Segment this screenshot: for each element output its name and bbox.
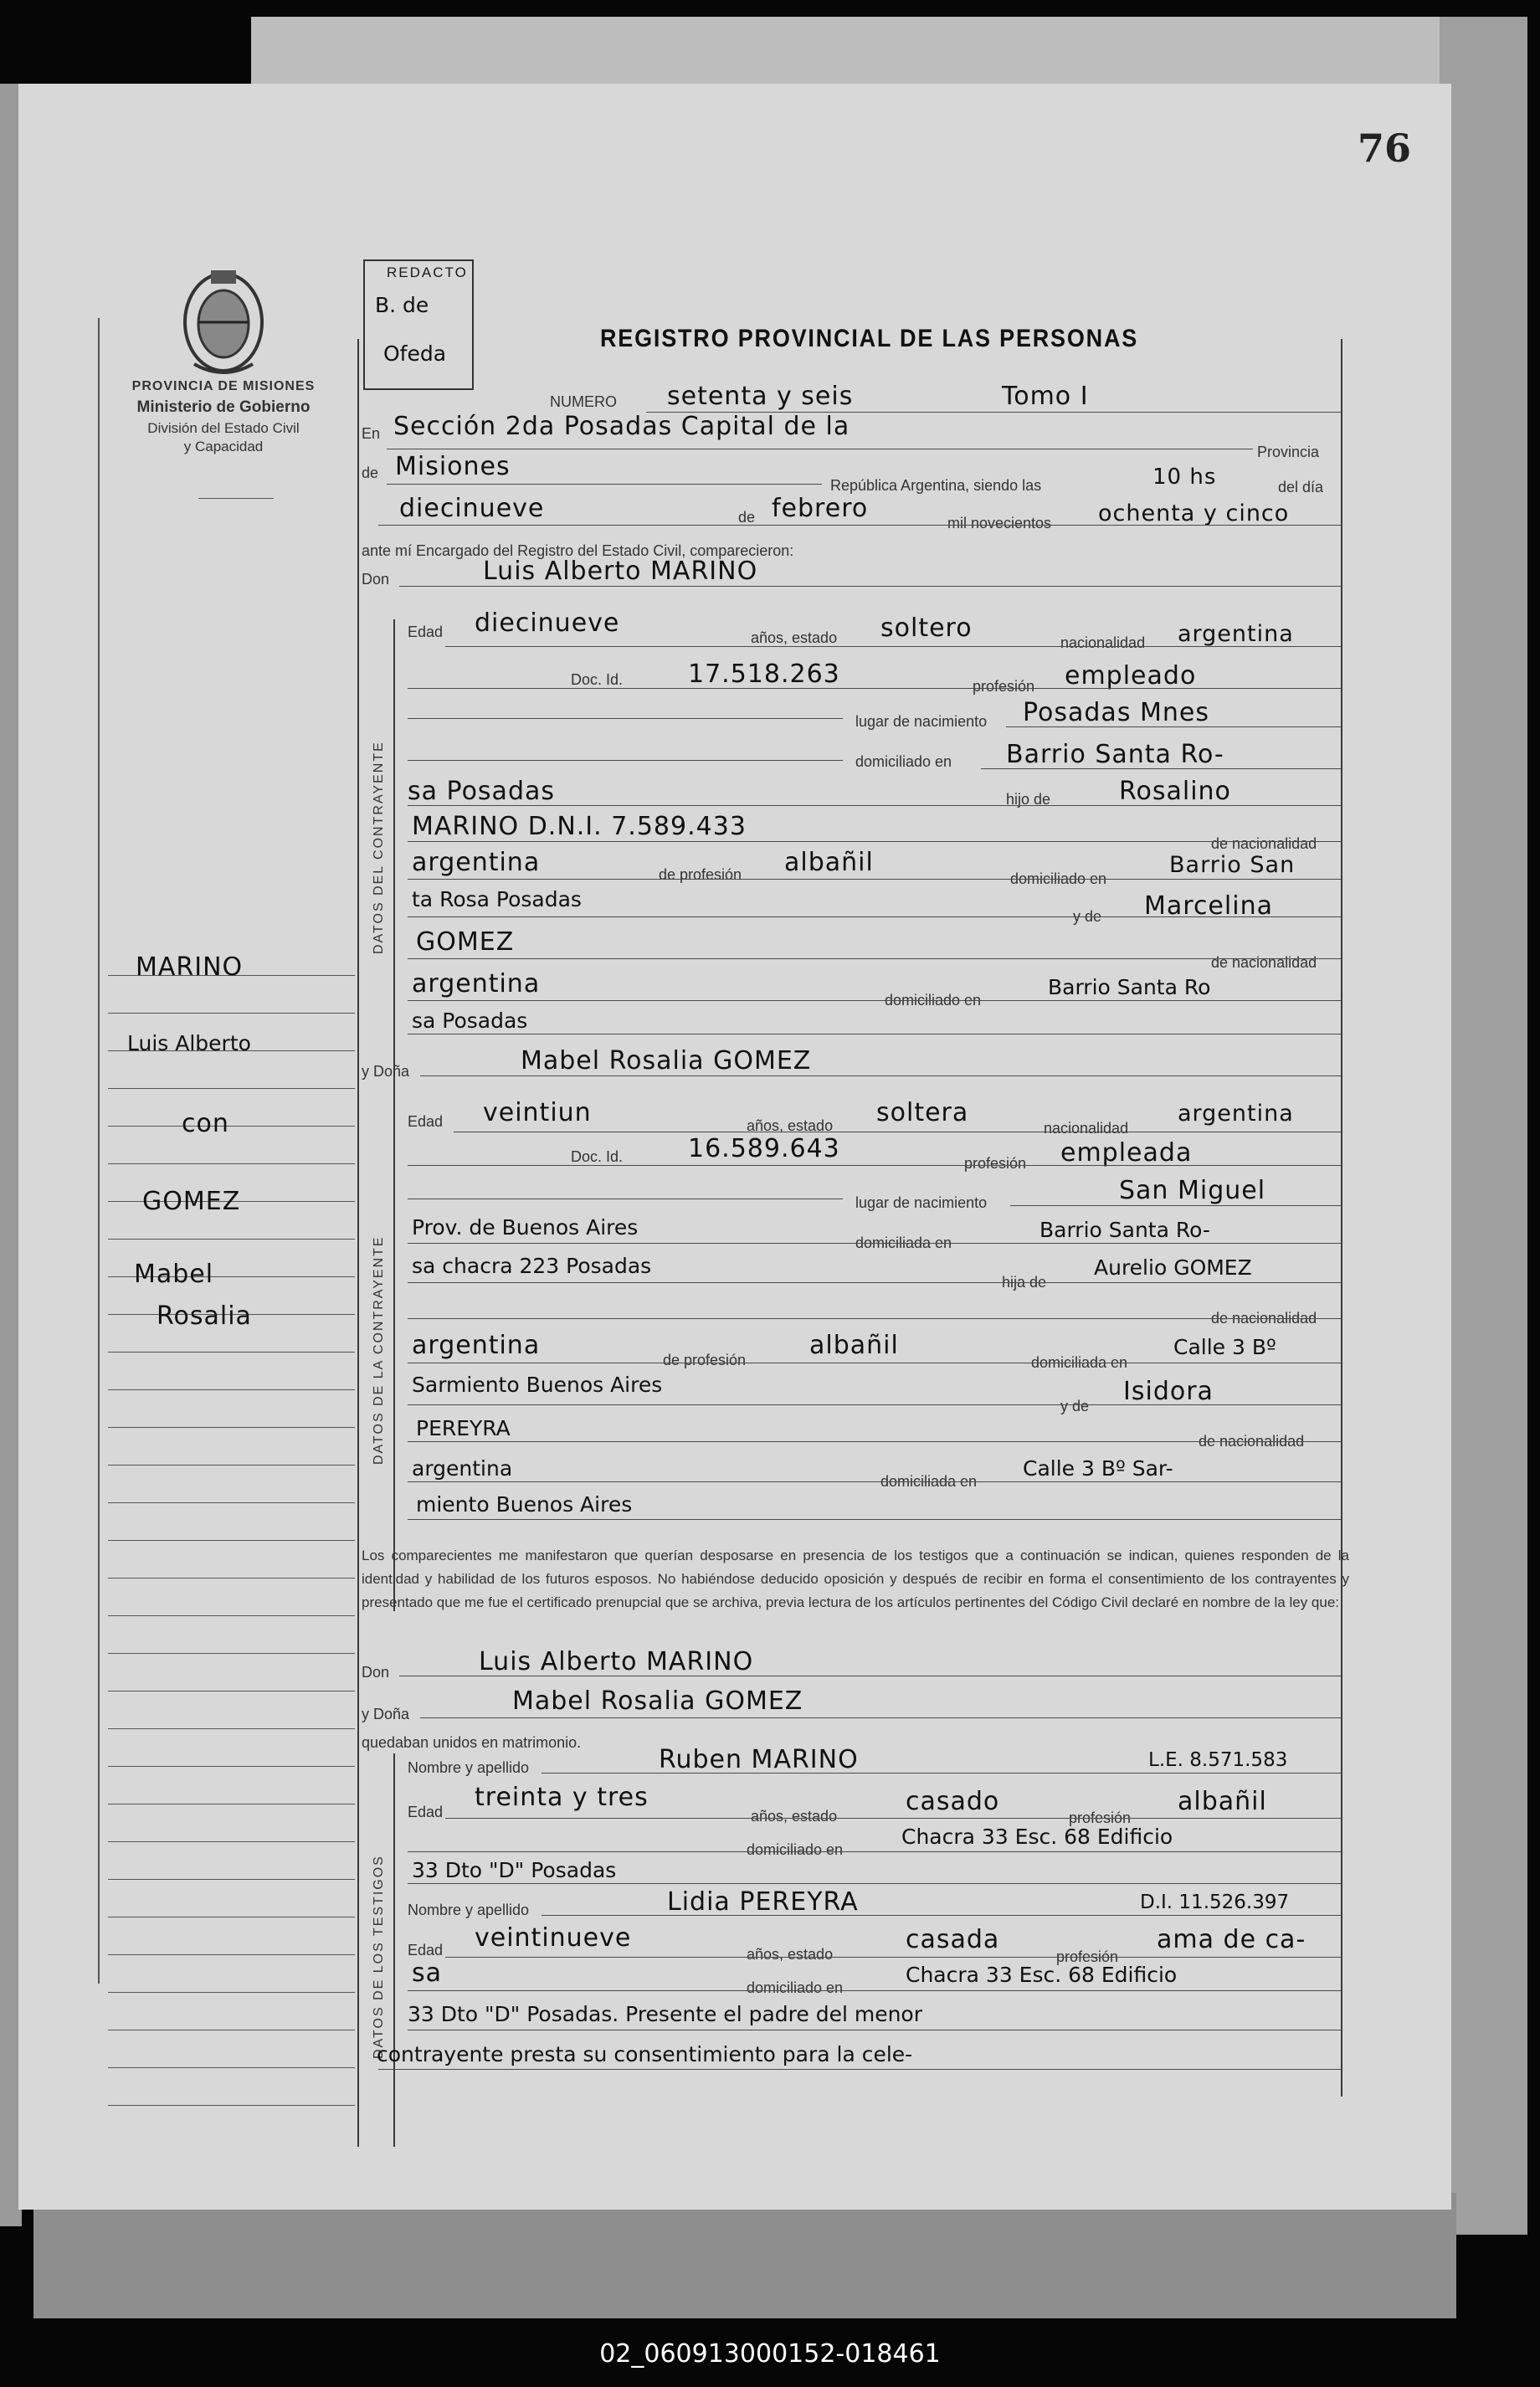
padre-name-1: Rosalino <box>1119 777 1231 806</box>
document-title: REGISTRO PROVINCIAL DE LAS PERSONAS <box>600 325 1139 352</box>
testigo2-profesion: ama de ca- <box>1157 1925 1306 1954</box>
domicilio-value-1: Barrio Santa Ro- <box>1006 740 1224 769</box>
testigo2-profesion-2: sa <box>412 1958 443 1988</box>
edad-label-t2: Edad <box>408 1942 444 1958</box>
dia-value: diecinueve <box>399 494 545 523</box>
estado-value-2: soltera <box>876 1098 969 1127</box>
edad-label-t1: Edad <box>408 1804 444 1820</box>
anos-label-t1: años, estado <box>751 1808 838 1825</box>
hijo-label: hijo de <box>1006 791 1051 808</box>
book-bottom <box>33 2193 1456 2318</box>
de-label-2: de <box>738 509 756 526</box>
mil-text: mil novecientos <box>947 515 1052 531</box>
division-label-1: División del Estado Civil <box>147 420 300 436</box>
profesion-label-t1: profesión <box>1069 1810 1132 1826</box>
domiciliado-label-t1: domiciliado en <box>747 1841 844 1858</box>
anos-label-2: años, estado <box>747 1117 834 1134</box>
dona-value: Mabel Rosalia GOMEZ <box>521 1046 812 1075</box>
republica-text: República Argentina, siendo las <box>830 477 1042 494</box>
doc-value: 17.518.263 <box>688 660 840 689</box>
declared-dona-label: y Doña <box>362 1706 410 1722</box>
de-nacionalidad-label-2: de nacionalidad <box>1211 954 1317 971</box>
de-nacionalidad-label: de nacionalidad <box>1211 835 1317 852</box>
domicilio-value-2a: Barrio Santa Ro- <box>1040 1218 1210 1242</box>
page-number: 76 <box>1358 126 1412 171</box>
tomo-value: Tomo I <box>1002 382 1089 411</box>
numero-label: NUMERO <box>550 393 617 410</box>
declared-don-value: Luis Alberto MARINO <box>479 1647 754 1676</box>
padre-domicilio-2: ta Rosa Posadas <box>412 887 582 911</box>
madre-nacionalidad-2: argentina <box>412 1456 513 1481</box>
image-caption: 02_060913000152-018461 <box>599 2339 941 2369</box>
madre-name-1: Marcelina <box>1144 891 1273 921</box>
background-page-right <box>1440 17 1527 2235</box>
testigo1-nombre: Ruben MARINO <box>659 1745 859 1774</box>
mes-value: febrero <box>772 494 869 523</box>
doc-label-2: Doc. Id. <box>571 1148 624 1165</box>
padre-profesion: albañil <box>784 848 874 877</box>
edad-label: Edad <box>408 624 444 640</box>
quedaban-text: quedaban unidos en matrimonio. <box>362 1734 582 1751</box>
nacionalidad-label-2: nacionalidad <box>1044 1120 1129 1137</box>
ministry-label: Ministerio de Gobierno <box>136 398 311 416</box>
de-nacionalidad-label-3: de nacionalidad <box>1211 1310 1317 1327</box>
testigo2-estado: casada <box>906 1925 1000 1954</box>
madre-name-2a: Isidora <box>1123 1377 1214 1406</box>
profesion-value-2: empleada <box>1060 1138 1193 1168</box>
testigo2-domicilio-3: contrayente presta su consentimiento para la cele- <box>377 2042 913 2066</box>
en-label: En <box>362 425 381 442</box>
edad-value-2: veintiun <box>483 1098 592 1127</box>
section-label-testigos: DATOS DE LOS TESTIGOS <box>372 1855 386 2059</box>
margin-note-con: con <box>182 1109 229 1138</box>
padre-name-2a: Aurelio GOMEZ <box>1094 1255 1252 1280</box>
testigo2-doc: D.I. 11.526.397 <box>1140 1892 1290 1913</box>
testigo2-domicilio-1: Chacra 33 Esc. 68 Edificio <box>906 1963 1178 1987</box>
madre-domicilio-1: Barrio Santa Ro <box>1048 975 1211 999</box>
de-profesion-label: de profesión <box>659 866 742 883</box>
section-label-contrayente-2: DATOS DE LA CONTRAYENTE <box>372 1235 386 1465</box>
seccion-value: Sección 2da Posadas Capital de la <box>393 412 850 441</box>
domicilio-value-2: sa Posadas <box>408 777 555 806</box>
madre-domicilio-2b: miento Buenos Aires <box>416 1492 633 1517</box>
padre-nacionalidad-2: argentina <box>412 1331 541 1360</box>
lugar-value-2a: San Miguel <box>1119 1176 1266 1205</box>
lugar-value-2b: Prov. de Buenos Aires <box>412 1215 639 1240</box>
domicilio-label: domiciliado en <box>855 753 952 770</box>
testigo1-domicilio-2: 33 Dto "D" Posadas <box>412 1858 617 1882</box>
numero-value: setenta y seis <box>667 382 854 411</box>
nacionalidad-value-2: argentina <box>1178 1101 1294 1127</box>
profesion-label-2: profesión <box>964 1155 1027 1172</box>
domicilio-value-2b: sa chacra 223 Posadas <box>412 1254 652 1278</box>
padre-domicilio-2a: Calle 3 Bº <box>1173 1335 1276 1359</box>
domiciliada-label-3: domiciliada en <box>880 1473 978 1490</box>
padre-name-2: MARINO D.N.I. 7.589.433 <box>412 812 747 841</box>
madre-nacionalidad: argentina <box>412 969 541 998</box>
margin-note-surname2: GOMEZ <box>142 1187 241 1216</box>
testigo1-estado: casado <box>906 1787 1000 1816</box>
document-page <box>18 84 1451 2210</box>
de-label: de <box>362 465 379 481</box>
padre-nacionalidad: argentina <box>412 848 541 877</box>
testigo1-edad: treinta y tres <box>475 1783 649 1812</box>
nombre-label-2: Nombre y apellido <box>408 1902 530 1918</box>
profesion-label: profesión <box>973 678 1035 695</box>
province-label: PROVINCIA DE MISIONES <box>131 379 316 393</box>
hora-value: 10 hs <box>1152 465 1217 490</box>
margin-note-surname1: MARINO <box>136 952 244 982</box>
madre-domicilio-2: sa Posadas <box>412 1009 528 1033</box>
domiciliado-en-label: domiciliado en <box>1010 870 1107 887</box>
dona-label: y Doña <box>362 1063 410 1080</box>
domiciliado-label-t2: domiciliado en <box>747 1979 844 1996</box>
margin-note-name2a: Mabel <box>134 1260 214 1289</box>
y-de-label: y de <box>1073 908 1102 925</box>
testigo1-domicilio-1: Chacra 33 Esc. 68 Edificio <box>901 1825 1173 1849</box>
doc-value-2: 16.589.643 <box>688 1134 840 1163</box>
profesion-value: empleado <box>1065 661 1197 690</box>
margin-note-name1: Luis Alberto <box>127 1031 251 1055</box>
lugar-label: lugar de nacimiento <box>855 713 988 730</box>
provincia-value: Misiones <box>395 452 511 481</box>
don-value: Luis Alberto MARINO <box>483 557 758 586</box>
madre-domicilio-2a: Calle 3 Bº Sar- <box>1023 1456 1173 1481</box>
nacionalidad-label: nacionalidad <box>1060 634 1146 651</box>
coat-of-arms-icon <box>177 264 270 377</box>
profesion-label-t2: profesión <box>1056 1948 1119 1965</box>
ante-text: ante mí Encargado del Registro del Estado Civil, comparecieron: <box>362 542 794 559</box>
testigo2-nombre: Lidia PEREYRA <box>667 1887 859 1917</box>
padre-profesion-2: albañil <box>809 1331 899 1360</box>
declaration-text: Los comparecientes me manifestaron que querían desposarse en presencia de los testigos que a continuación se indican, quienes responden de la identidad y habilidad de los futuros esposos. No habiéndose deducido oposición y después de recibir en forma el consentimiento de los contrayentes y presentado que me fue el certificado prenupcial que se archiva, previa lectura de los artículos pertinentes del Código Civil declaré en nombre de la ley que: <box>362 1548 1349 1610</box>
nombre-label-1: Nombre y apellido <box>408 1759 530 1776</box>
estado-value: soltero <box>880 613 973 643</box>
provincia-label: Provincia <box>1257 444 1320 460</box>
hija-label: hija de <box>1002 1274 1047 1291</box>
edad-label-2: Edad <box>408 1113 444 1130</box>
don-label: Don <box>362 571 390 588</box>
redacto-stamp: REDACTO B. de Ofeda <box>363 259 474 390</box>
madre-name-2: GOMEZ <box>416 927 515 957</box>
domiciliada-label: domiciliada en <box>855 1235 952 1251</box>
nacionalidad-value: argentina <box>1178 621 1294 647</box>
y-de-label-2: y de <box>1060 1398 1090 1414</box>
testigo1-doc: L.E. 8.571.583 <box>1148 1749 1288 1771</box>
doc-label: Doc. Id. <box>571 671 624 688</box>
anos-label: años, estado <box>751 629 838 646</box>
edad-value: diecinueve <box>475 608 620 638</box>
declared-don-label: Don <box>362 1664 390 1681</box>
division-label-2: y Capacidad <box>183 439 264 454</box>
testigo1-profesion: albañil <box>1178 1787 1267 1816</box>
padre-domicilio-2b: Sarmiento Buenos Aires <box>412 1373 663 1397</box>
testigo2-edad: veintinueve <box>475 1923 632 1953</box>
section-label-contrayente: DATOS DEL CONTRAYENTE <box>372 741 386 954</box>
del-dia-label: del día <box>1278 479 1324 495</box>
anos-label-t2: años, estado <box>747 1946 834 1963</box>
declared-dona-value: Mabel Rosalia GOMEZ <box>512 1686 803 1716</box>
margin-note-name2b: Rosalia <box>157 1301 252 1331</box>
padre-domicilio-1: Barrio San <box>1169 852 1296 878</box>
domiciliado-en-label-2: domiciliado en <box>885 992 982 1009</box>
testigo2-domicilio-2: 33 Dto "D" Posadas. Presente el padre del menor <box>408 2002 922 2026</box>
anio-value: ochenta y cinco <box>1098 501 1290 526</box>
domiciliada-label-2: domiciliada en <box>1031 1354 1128 1371</box>
lugar-value: Posadas Mnes <box>1023 698 1209 727</box>
de-profesion-label-2: de profesión <box>663 1352 747 1368</box>
de-nacionalidad-label-4: de nacionalidad <box>1199 1433 1305 1450</box>
lugar-label-2: lugar de nacimiento <box>855 1194 988 1211</box>
madre-name-2b: PEREYRA <box>416 1416 511 1440</box>
